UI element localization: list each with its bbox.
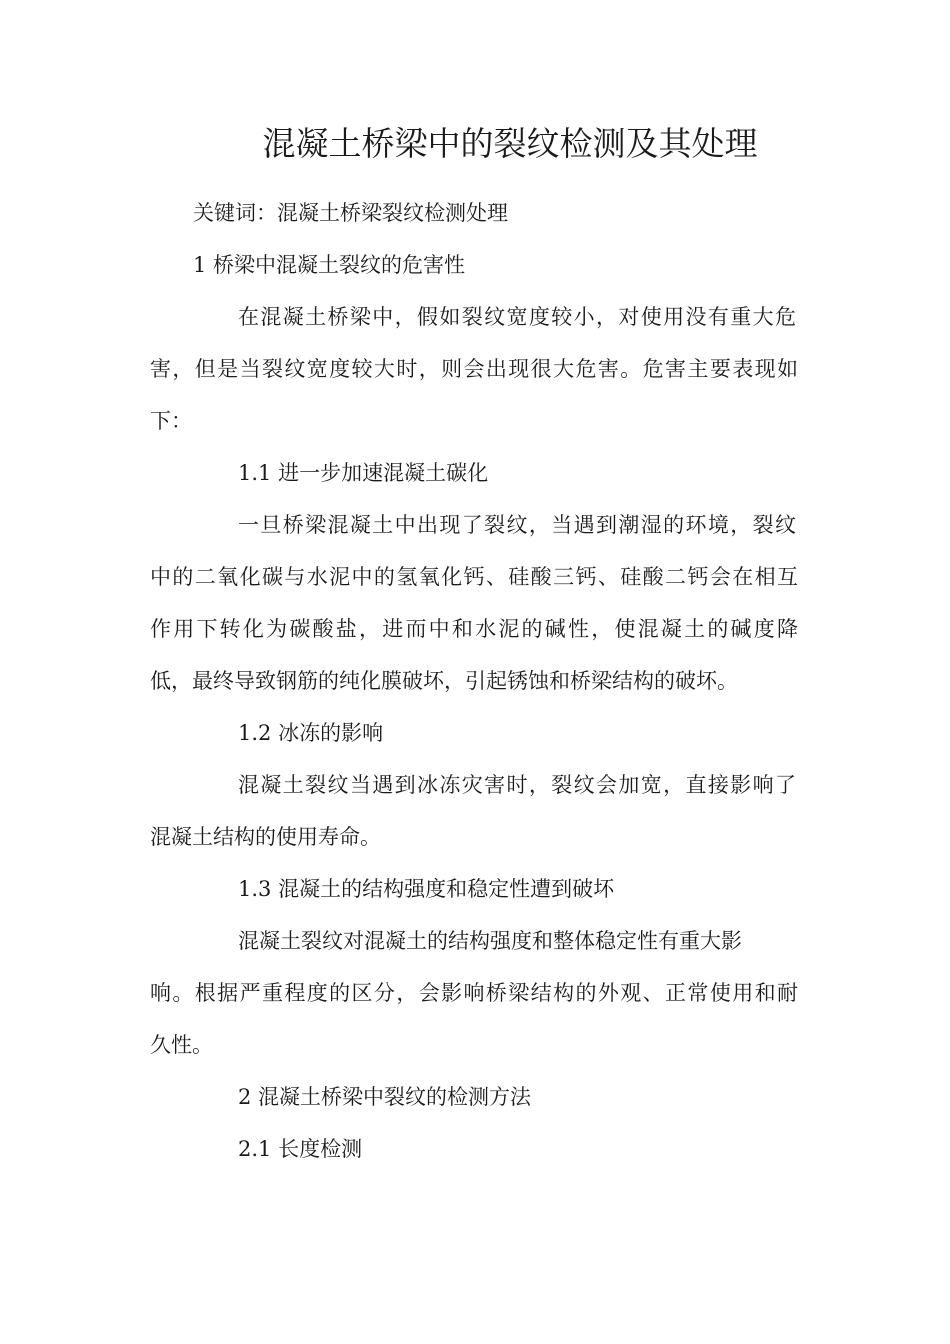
paragraph-line: 一旦桥梁混凝土中出现了裂纹，当遇到潮湿的环境，裂纹 <box>238 513 796 537</box>
paragraph-line: 低，最终导致钢筋的纯化膜破坏，引起锈蚀和桥梁结构的破坏。 <box>150 669 738 693</box>
paragraph-line: 混凝土裂纹对混凝土的结构强度和整体稳定性有重大影 <box>238 929 742 953</box>
paragraph-line: 响。根据严重程度的区分，会影响桥梁结构的外观、正常使用和耐 <box>150 981 798 1005</box>
paragraph-line: 中的二氧化碳与水泥中的氢氧化钙、硅酸三钙、硅酸二钙会在相互 <box>150 565 798 589</box>
paragraph-line: 在混凝土桥梁中，假如裂纹宽度较小，对使用没有重大危 <box>238 305 796 329</box>
document-title: 混凝土桥梁中的裂纹检测及其处理 <box>262 124 758 163</box>
keywords-line: 关键词：混凝土桥梁裂纹检测处理 <box>193 201 508 225</box>
paragraph-line: 害，但是当裂纹宽度较大时，则会出现很大危害。危害主要表现如 <box>150 357 798 381</box>
paragraph-line: 久性。 <box>150 1033 213 1057</box>
subsection-heading-1-3: 1.3 混凝土的结构强度和稳定性遭到破坏 <box>238 877 615 901</box>
paragraph-line: 下： <box>150 409 192 433</box>
section-heading-1: 1 桥梁中混凝土裂纹的危害性 <box>193 253 466 277</box>
subsection-heading-2-1: 2.1 长度检测 <box>238 1137 363 1161</box>
paragraph-line: 混凝土结构的使用寿命。 <box>150 825 381 849</box>
subsection-heading-1-1: 1.1 进一步加速混凝土碳化 <box>238 461 489 485</box>
paragraph-line: 混凝土裂纹当遇到冰冻灾害时，裂纹会加宽，直接影响了 <box>238 773 796 797</box>
paragraph-line: 作用下转化为碳酸盐，进而中和水泥的碱性，使混凝土的碱度降 <box>150 617 798 641</box>
section-heading-2: 2 混凝土桥梁中裂纹的检测方法 <box>238 1085 532 1109</box>
subsection-heading-1-2: 1.2 冰冻的影响 <box>238 721 384 745</box>
